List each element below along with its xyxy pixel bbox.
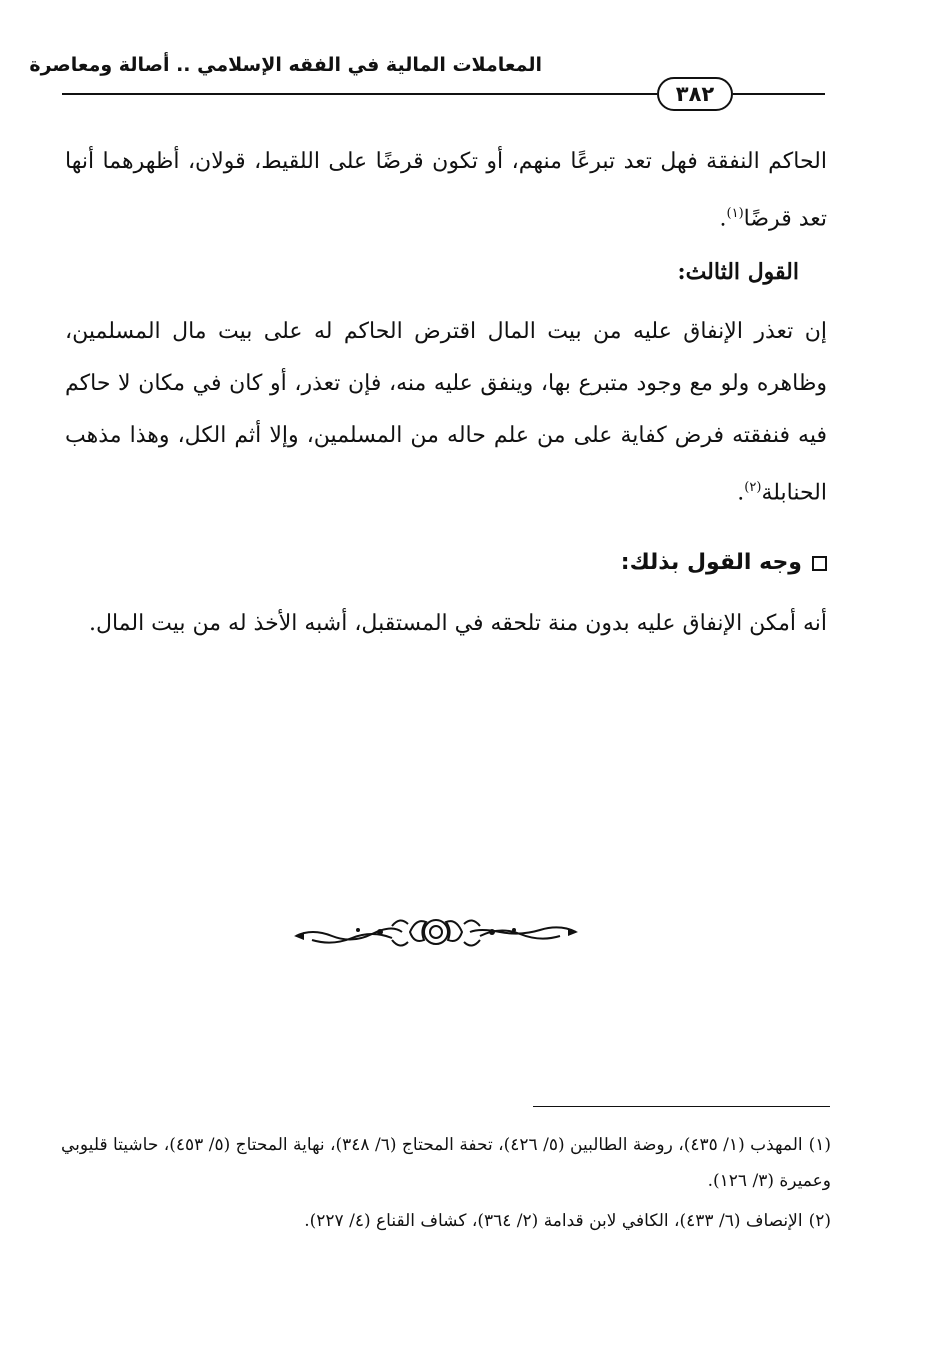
subsection-heading-text: وجه القول بذلك: bbox=[620, 550, 802, 575]
footnote-rule bbox=[533, 1106, 830, 1107]
paragraph-text: الحاكم النفقة فهل تعد تبرعًا منهم، أو تكون قرضًا على اللقيط، قولان، أظهرهما أنها تعد قرضًا bbox=[65, 149, 827, 232]
paragraph: أنه أمكن الإنفاق عليه بدون منة تلحقه في المستقبل، أشبه الأخذ له من بيت المال. bbox=[88, 611, 827, 636]
footnote bbox=[61, 1127, 831, 1199]
paragraph-end: . bbox=[719, 206, 727, 232]
footnote-number: (١) bbox=[808, 1135, 832, 1155]
paragraph bbox=[65, 136, 827, 245]
subsection-heading bbox=[621, 541, 827, 585]
footnote bbox=[61, 1203, 831, 1239]
paragraph bbox=[65, 306, 827, 519]
footnote-ref: (٢) bbox=[744, 480, 762, 495]
header-rule bbox=[62, 93, 657, 95]
ornament-icon bbox=[292, 910, 580, 954]
footnote-ref: (١) bbox=[726, 206, 744, 221]
footnote-number: (٢) bbox=[808, 1211, 831, 1231]
running-title: المعاملات المالية في الفقه الإسلامي .. أصالة ومعاصرة bbox=[29, 54, 542, 76]
footnote-text: المهذب (١/ ٤٣٥)، روضة الطالبين (٥/ ٤٢٦)، تحفة المحتاج (٦/ ٣٤٨)، نهاية المحتاج (٥/ ٤٥٣)، حاشيتا قليوبي وعميرة (٣/ ١٢٦). bbox=[61, 1135, 831, 1191]
section-heading: القول الثالث: bbox=[677, 259, 799, 285]
paragraph-text: إن تعذر الإنفاق عليه من بيت المال اقترض الحاكم له على بيت مال المسلمين، وظاهره ولو مع وجود متبرع بها، وينفق عليه منه، فإن تعذر، أو كان في مكان لا حاكم فيه فنفقته فرض كفاية على من علم حاله من المسلمين، وإلا أثم الكل، وهذا مذهب الحنابلة bbox=[65, 319, 827, 506]
square-icon bbox=[812, 556, 827, 571]
footnote-text: الإنصاف (٦/ ٤٣٣)، الكافي لابن قدامة (٢/ ٣٦٤)، كشاف القناع (٤/ ٢٢٧). bbox=[304, 1211, 803, 1231]
footnotes bbox=[61, 1127, 831, 1243]
paragraph-end: . bbox=[737, 480, 745, 506]
header-rule bbox=[733, 93, 825, 95]
page-number: ٣٨٢ bbox=[657, 77, 733, 111]
